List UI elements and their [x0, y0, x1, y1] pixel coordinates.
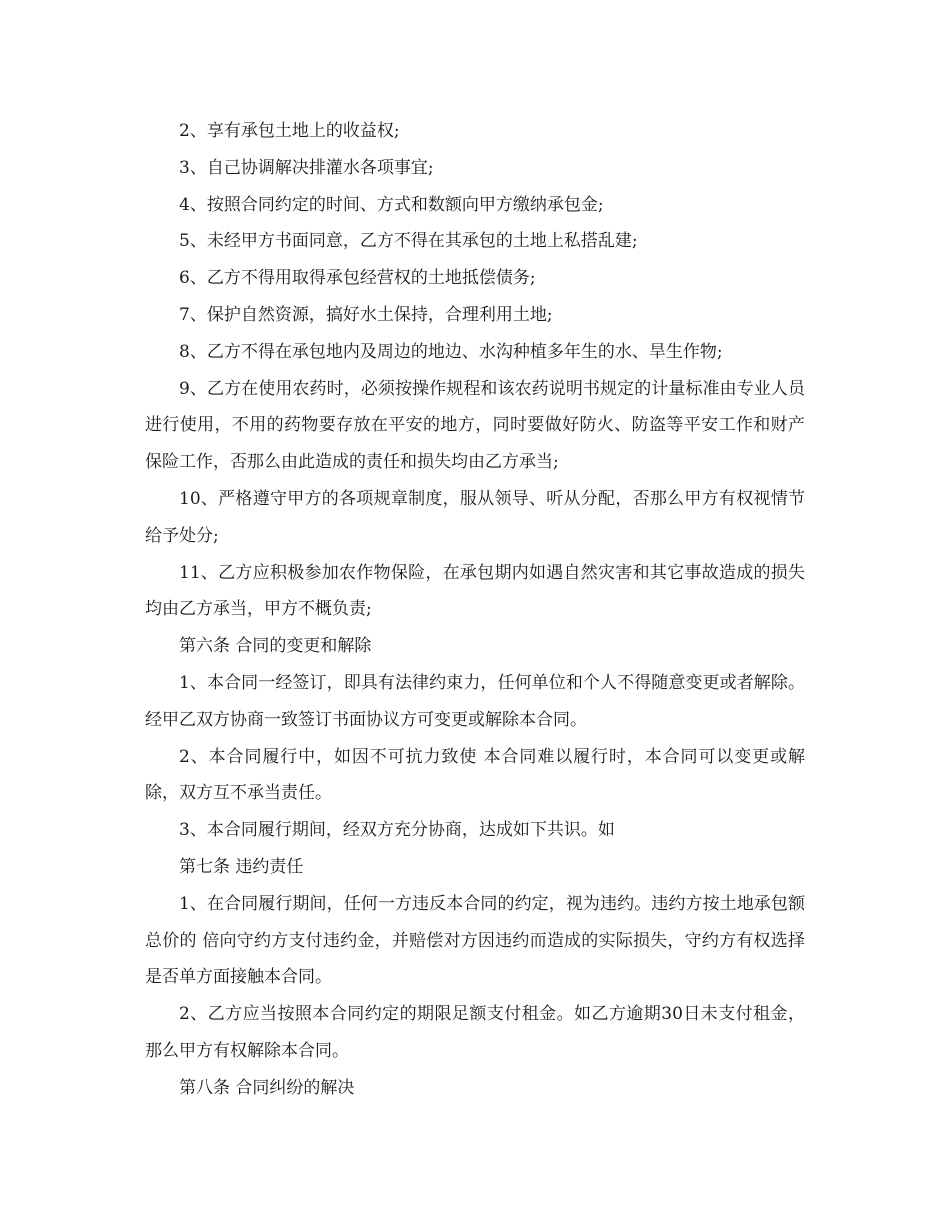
clause-5-item-4: 4、按照合同约定的时间、方式和数额向甲方缴纳承包金;	[179, 194, 604, 215]
clause-6-item-3: 3、本合同履行期间，经双方充分协商，达成如下共识。如	[179, 820, 615, 841]
clause-5-item-6: 6、乙方不得用取得承包经营权的土地抵偿债务;	[179, 268, 536, 289]
section-heading-7: 第七条 违约责任	[179, 856, 304, 877]
clause-7-item-1: 1、在合同履行期间，任何一方违反本合同的约定，视为违约。违约方按土地承包额总价的 倍向守约方支付违约金，并赔偿对方因违约而造成的实际损失，守约方有权选择是否单方面接触本合同。	[145, 893, 805, 988]
clause-5-item-8: 8、乙方不得在承包地内及周边的地边、水沟种植多年生的水、旱生作物;	[179, 341, 723, 362]
clause-5-item-11: 11、乙方应积极参加农作物保险，在承包期内如遇自然灾害和其它事故造成的损失均由乙方承当，甲方不概负责;	[145, 562, 805, 620]
section-heading-6: 第六条 合同的变更和解除	[179, 636, 372, 657]
clause-5-item-2: 2、享有承包土地上的收益权;	[179, 121, 400, 141]
clause-5-item-3: 3、自己协调解决排灌水各项事宜;	[179, 157, 434, 178]
clause-6-item-1: 1、本合同一经签订，即具有法律约束力，任何单位和个人不得随意变更或者解除。经甲乙双方协商一致签订书面协议方可变更或解除本合同。	[145, 672, 805, 730]
document-body	[145, 113, 805, 1107]
clause-5-item-9: 9、乙方在使用农药时，必须按操作规程和该农药说明书规定的计量标准由专业人员进行使用，不用的药物要存放在平安的地方，同时要做好防火、防盗等平安工作和财产保险工作，否那么由此造成的责任和损失均由乙方承当;	[145, 378, 805, 473]
clause-7-item-2: 2、乙方应当按照本合同约定的期限足额支付租金。如乙方逾期30日未支付租金，那么甲方有权解除本合同。	[145, 1004, 805, 1061]
clause-5-item-10: 10、严格遵守甲方的各项规章制度，服从领导、听从分配，否那么甲方有权视情节给予处分;	[145, 488, 805, 546]
clause-5-item-5: 5、未经甲方书面同意，乙方不得在其承包的土地上私搭乱建;	[179, 231, 638, 252]
clause-6-item-2: 2、本合同履行中，如因不可抗力致使 本合同难以履行时，本合同可以变更或解除，双方互不承当责任。	[145, 746, 805, 804]
section-heading-8: 第八条 合同纠纷的解决	[179, 1077, 355, 1098]
clause-5-item-7: 7、保护自然资源，搞好水土保持，合理利用土地;	[179, 304, 553, 325]
